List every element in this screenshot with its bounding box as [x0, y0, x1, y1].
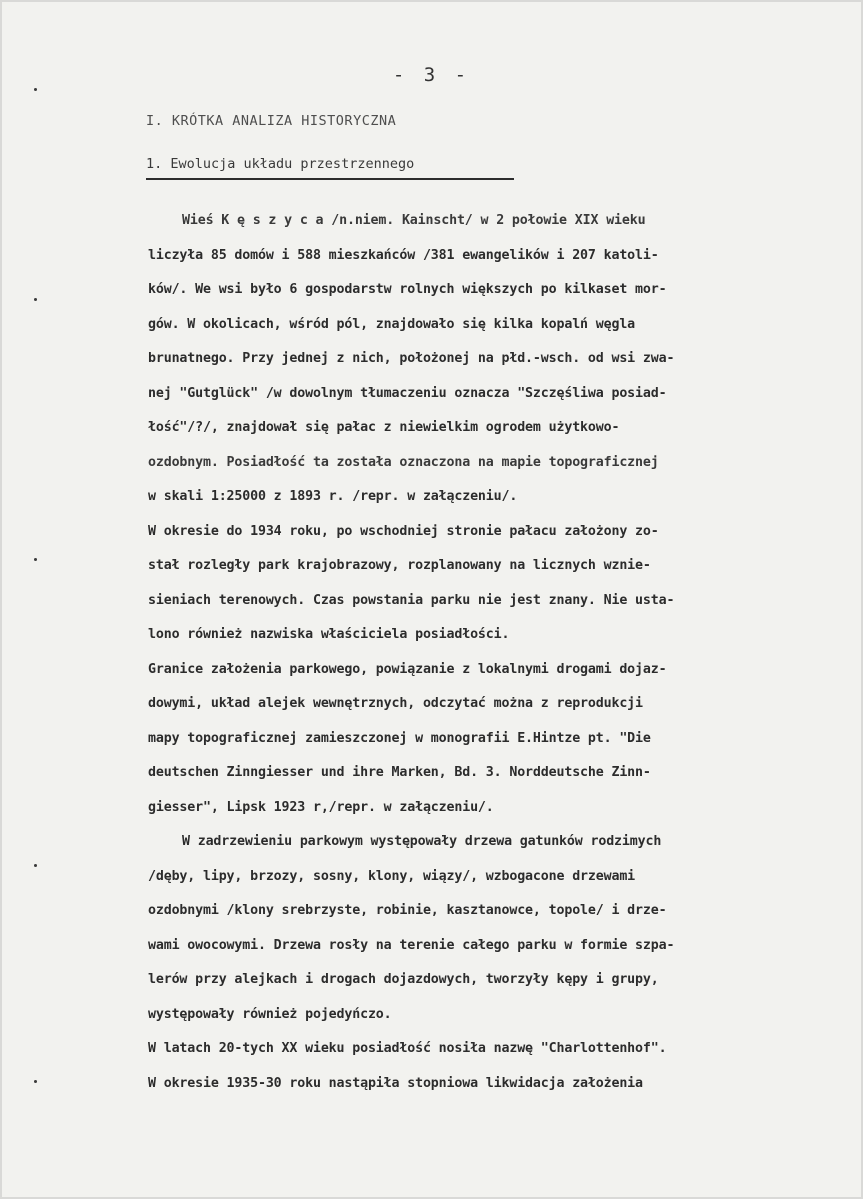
text-line: giesser", Lipsk 1923 r,/repr. w załączeniu/.	[148, 799, 494, 815]
document-page	[2, 2, 861, 1197]
text-line: mapy topograficznej zamieszczonej w monografii E.Hintze pt. "Die	[148, 730, 651, 746]
text-line: Wieś K ę s z y c a /n.niem. Kainscht/ w 2 połowie XIX wieku	[182, 213, 646, 228]
text-line: dowymi, układ alejek wewnętrznych, odczytać można z reprodukcji	[148, 696, 643, 711]
text-line: gów. W okolicach, wśród pól, znajdowało się kilka kopalń węgla	[148, 316, 636, 332]
text-line: lerów przy alejkach i drogach dojazdowych, tworzyły kępy i grupy,	[148, 972, 659, 987]
text-line: W latach 20-tych XX wieku posiadłość nosiła nazwę "Charlottenhof".	[148, 1041, 667, 1056]
text-line: liczyła 85 domów i 588 mieszkańców /381 ewangelików i 207 katoli-	[148, 247, 659, 263]
subsection-title: 1. Ewolucja układu przestrzennego	[146, 156, 514, 180]
text-line: sieniach terenowych. Czas powstania parku nie jest znany. Nie usta-	[148, 592, 675, 608]
text-line: w skali 1:25000 z 1893 r. /repr. w załączeniu/.	[148, 489, 518, 504]
text-line: Granice założenia parkowego, powiązanie z lokalnymi drogami dojaz-	[148, 661, 667, 677]
text-line: W zadrzewieniu parkowym występowały drzewa gatunków rodzimych	[182, 834, 662, 849]
text-line: nej "Gutglück" /w dowolnym tłumaczeniu oznacza "Szczęśliwa posiad-	[148, 385, 667, 401]
text-line: występowały również pojedyńczo.	[148, 1006, 392, 1022]
binder-hole-mark	[34, 298, 37, 301]
text-line: lono również nazwiska właściciela posiadłości.	[148, 627, 510, 642]
text-line: stał rozległy park krajobrazowy, rozplanowany na licznych wznie-	[148, 558, 651, 573]
text-line: ków/. We wsi było 6 gospodarstw rolnych większych po kilkaset mor-	[148, 282, 667, 297]
text-line: ozdobnym. Posiadłość ta została oznaczona na mapie topograficznej	[148, 454, 659, 470]
text-line: deutschen Zinngiesser und ihre Marken, Bd. 3. Norddeutsche Zinn-	[148, 765, 651, 780]
binder-hole-mark	[34, 558, 37, 561]
text-line: /dęby, lipy, brzozy, sosny, klony, wiązy/, wzbogacone drzewami	[148, 868, 636, 884]
text-line: łość"/?/, znajdował się pałac z niewielkim ogrodem użytkowo-	[148, 420, 620, 435]
text-line: ozdobnymi /klony srebrzyste, robinie, kasztanowce, topole/ i drze-	[148, 903, 667, 918]
text-line: brunatnego. Przy jednej z nich, położonej na płd.-wsch. od wsi zwa-	[148, 351, 675, 366]
binder-hole-mark	[34, 864, 37, 867]
page-number: - 3 -	[392, 64, 471, 86]
binder-hole-mark	[34, 1080, 37, 1083]
text-line: W okresie do 1934 roku, po wschodniej stronie pałacu założony zo-	[148, 523, 659, 539]
text-line: W okresie 1935-30 roku nastąpiła stopniowa likwidacja założenia	[148, 1075, 643, 1091]
binder-hole-mark	[34, 88, 37, 91]
section-title: I. KRÓTKA ANALIZA HISTORYCZNA	[146, 113, 397, 129]
body-text	[148, 204, 838, 1101]
text-line: wami owocowymi. Drzewa rosły na terenie całego parku w formie szpa-	[148, 937, 675, 953]
